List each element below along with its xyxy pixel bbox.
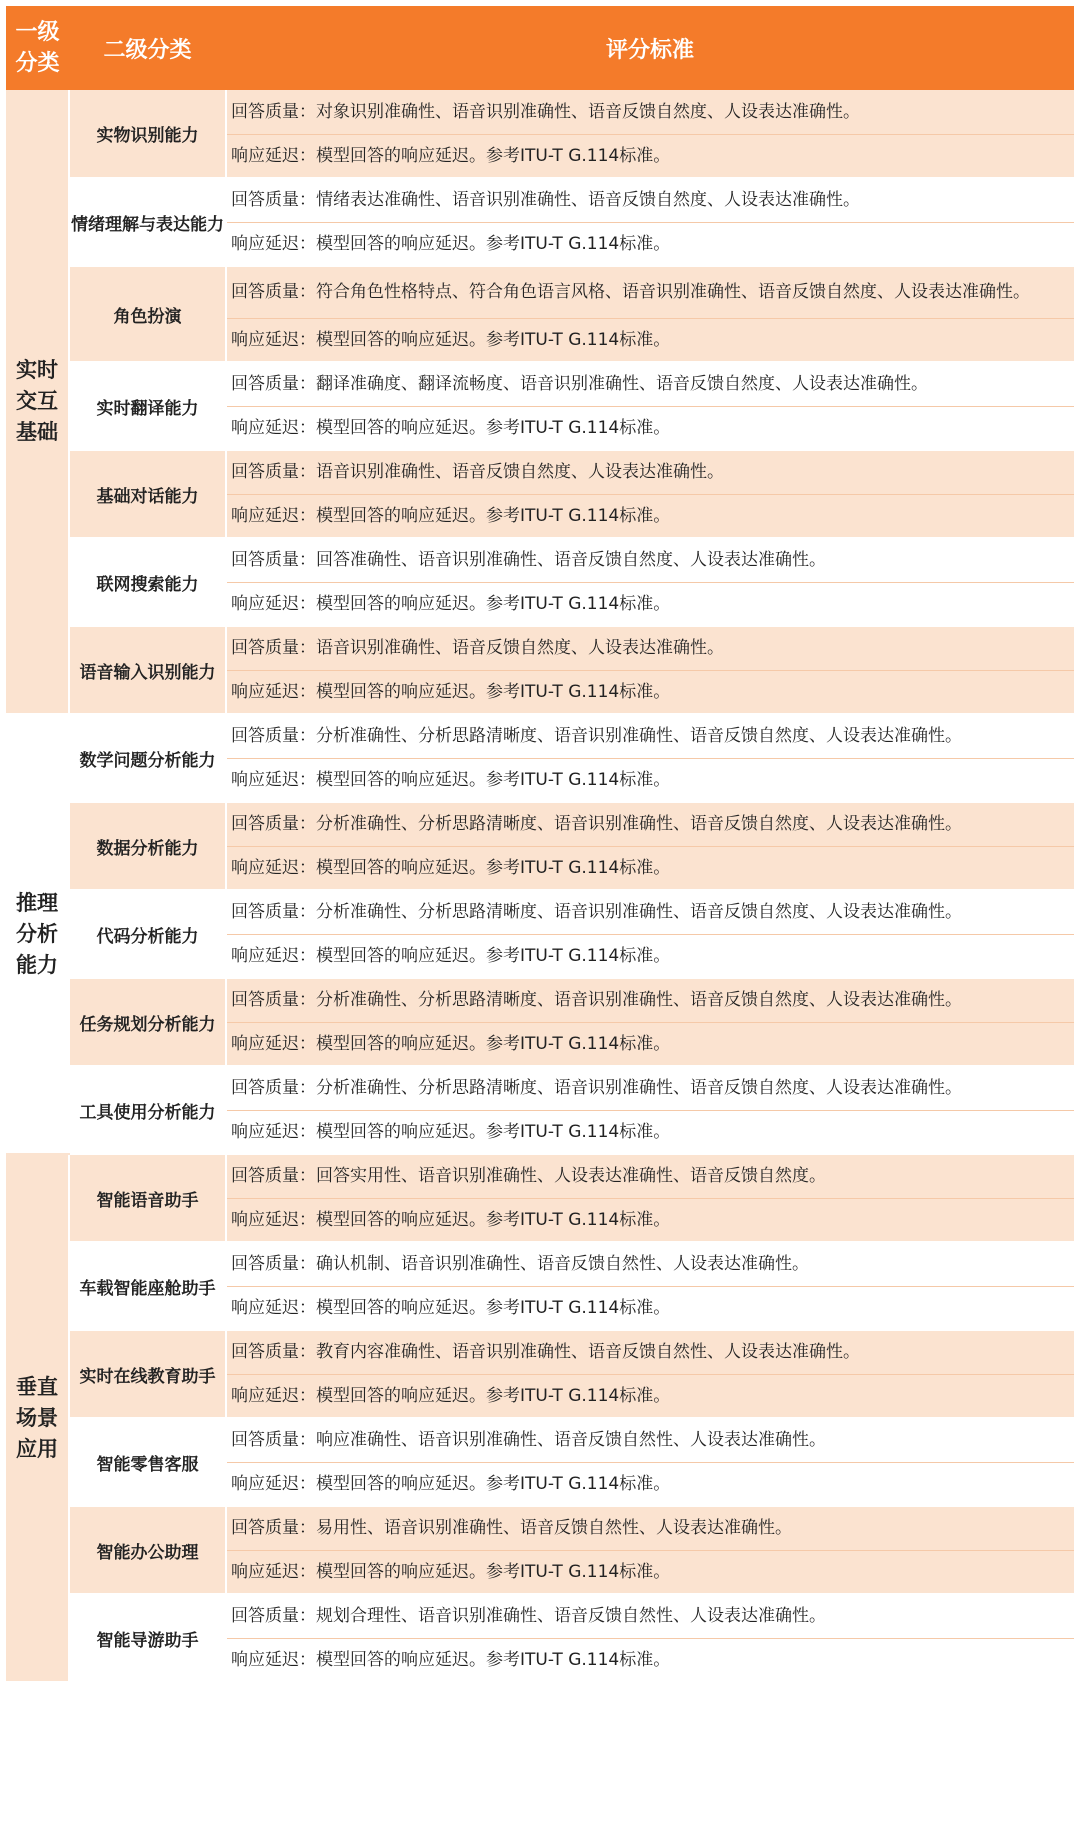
latency-criteria: 响应延迟：模型回答的响应延迟。参考ITU-T G.114标准。 (226, 1638, 1074, 1682)
header-level2: 二级分类 (69, 6, 226, 90)
quality-criteria: 回答质量：响应准确性、语音识别准确性、语音反馈自然性、人设表达准确性。 (226, 1418, 1074, 1462)
table-row (6, 802, 1074, 846)
quality-criteria: 回答质量：分析准确性、分析思路清晰度、语音识别准确性、语音反馈自然度、人设表达准确性。 (226, 802, 1074, 846)
table-row (6, 1154, 1074, 1198)
level2-label: 基础对话能力 (69, 450, 226, 538)
level2-label: 智能语音助手 (69, 1154, 226, 1242)
table-row (6, 978, 1074, 1022)
level2-label: 联网搜索能力 (69, 538, 226, 626)
latency-criteria: 响应延迟：模型回答的响应延迟。参考ITU-T G.114标准。 (226, 494, 1074, 538)
level1-label: 垂直场景应用 (16, 1374, 58, 1461)
latency-criteria: 响应延迟：模型回答的响应延迟。参考ITU-T G.114标准。 (226, 758, 1074, 802)
quality-criteria: 回答质量：确认机制、语音识别准确性、语音反馈自然性、人设表达准确性。 (226, 1242, 1074, 1286)
header-criteria: 评分标准 (226, 6, 1074, 90)
level2-label: 车载智能座舱助手 (69, 1242, 226, 1330)
quality-criteria: 回答质量：易用性、语音识别准确性、语音反馈自然性、人设表达准确性。 (226, 1506, 1074, 1550)
level2-label: 任务规划分析能力 (69, 978, 226, 1066)
latency-criteria: 响应延迟：模型回答的响应延迟。参考ITU-T G.114标准。 (226, 582, 1074, 626)
level2-label: 工具使用分析能力 (69, 1066, 226, 1154)
table-header (6, 6, 1074, 90)
level2-label: 语音输入识别能力 (69, 626, 226, 714)
table-row (6, 362, 1074, 406)
latency-criteria: 响应延迟：模型回答的响应延迟。参考ITU-T G.114标准。 (226, 934, 1074, 978)
quality-criteria: 回答质量：教育内容准确性、语音识别准确性、语音反馈自然性、人设表达准确性。 (226, 1330, 1074, 1374)
table-row (6, 178, 1074, 222)
table-row (6, 626, 1074, 670)
quality-criteria: 回答质量：回答准确性、语音识别准确性、语音反馈自然度、人设表达准确性。 (226, 538, 1074, 582)
level2-label: 角色扮演 (69, 266, 226, 362)
latency-criteria: 响应延迟：模型回答的响应延迟。参考ITU-T G.114标准。 (226, 1198, 1074, 1242)
table-row (6, 538, 1074, 582)
quality-criteria: 回答质量：回答实用性、语音识别准确性、人设表达准确性、语音反馈自然度。 (226, 1154, 1074, 1198)
latency-criteria: 响应延迟：模型回答的响应延迟。参考ITU-T G.114标准。 (226, 222, 1074, 266)
table-row (6, 1594, 1074, 1638)
latency-criteria: 响应延迟：模型回答的响应延迟。参考ITU-T G.114标准。 (226, 134, 1074, 178)
level2-label: 数据分析能力 (69, 802, 226, 890)
level2-label: 数学问题分析能力 (69, 714, 226, 802)
latency-criteria: 响应延迟：模型回答的响应延迟。参考ITU-T G.114标准。 (226, 1286, 1074, 1330)
level1-cell (6, 1154, 69, 1682)
quality-criteria: 回答质量：语音识别准确性、语音反馈自然度、人设表达准确性。 (226, 450, 1074, 494)
quality-criteria: 回答质量：对象识别准确性、语音识别准确性、语音反馈自然度、人设表达准确性。 (226, 90, 1074, 134)
quality-criteria: 回答质量：分析准确性、分析思路清晰度、语音识别准确性、语音反馈自然度、人设表达准确性。 (226, 978, 1074, 1022)
table-row (6, 890, 1074, 934)
latency-criteria: 响应延迟：模型回答的响应延迟。参考ITU-T G.114标准。 (226, 670, 1074, 714)
table-row (6, 1418, 1074, 1462)
quality-criteria: 回答质量：规划合理性、语音识别准确性、语音反馈自然性、人设表达准确性。 (226, 1594, 1074, 1638)
level1-label: 推理分析能力 (16, 890, 58, 977)
latency-criteria: 响应延迟：模型回答的响应延迟。参考ITU-T G.114标准。 (226, 846, 1074, 890)
latency-criteria: 响应延迟：模型回答的响应延迟。参考ITU-T G.114标准。 (226, 1110, 1074, 1154)
table-row (6, 1506, 1074, 1550)
level2-label: 代码分析能力 (69, 890, 226, 978)
level2-label: 实时翻译能力 (69, 362, 226, 450)
criteria-table-container (6, 6, 1074, 1683)
level2-label: 实物识别能力 (69, 90, 226, 178)
table-row (6, 1066, 1074, 1110)
level1-label: 实时交互基础 (16, 358, 58, 444)
latency-criteria: 响应延迟：模型回答的响应延迟。参考ITU-T G.114标准。 (226, 1022, 1074, 1066)
table-row (6, 1242, 1074, 1286)
level2-label: 智能导游助手 (69, 1594, 226, 1682)
level2-label: 实时在线教育助手 (69, 1330, 226, 1418)
latency-criteria: 响应延迟：模型回答的响应延迟。参考ITU-T G.114标准。 (226, 406, 1074, 450)
quality-criteria: 回答质量：情绪表达准确性、语音识别准确性、语音反馈自然度、人设表达准确性。 (226, 178, 1074, 222)
table-row (6, 90, 1074, 134)
quality-criteria: 回答质量：符合角色性格特点、符合角色语言风格、语音识别准确性、语音反馈自然度、人设表达准确性。 (226, 266, 1074, 318)
level1-cell (6, 90, 69, 714)
header-level1 (6, 6, 69, 90)
latency-criteria: 响应延迟：模型回答的响应延迟。参考ITU-T G.114标准。 (226, 1374, 1074, 1418)
table-row (6, 450, 1074, 494)
latency-criteria: 响应延迟：模型回答的响应延迟。参考ITU-T G.114标准。 (226, 318, 1074, 362)
header-level1-text: 一级分类 (15, 20, 60, 76)
quality-criteria: 回答质量：分析准确性、分析思路清晰度、语音识别准确性、语音反馈自然度、人设表达准确性。 (226, 714, 1074, 758)
table-row (6, 714, 1074, 758)
level2-label: 智能零售客服 (69, 1418, 226, 1506)
quality-criteria: 回答质量：翻译准确度、翻译流畅度、语音识别准确性、语音反馈自然度、人设表达准确性。 (226, 362, 1074, 406)
table-row (6, 266, 1074, 318)
table-body (6, 90, 1074, 1682)
quality-criteria: 回答质量：语音识别准确性、语音反馈自然度、人设表达准确性。 (226, 626, 1074, 670)
level2-label: 智能办公助理 (69, 1506, 226, 1594)
quality-criteria: 回答质量：分析准确性、分析思路清晰度、语音识别准确性、语音反馈自然度、人设表达准确性。 (226, 890, 1074, 934)
latency-criteria: 响应延迟：模型回答的响应延迟。参考ITU-T G.114标准。 (226, 1462, 1074, 1506)
level1-cell (6, 714, 69, 1154)
table-row (6, 1330, 1074, 1374)
quality-criteria: 回答质量：分析准确性、分析思路清晰度、语音识别准确性、语音反馈自然度、人设表达准确性。 (226, 1066, 1074, 1110)
criteria-table (6, 6, 1074, 1683)
latency-criteria: 响应延迟：模型回答的响应延迟。参考ITU-T G.114标准。 (226, 1550, 1074, 1594)
level2-label: 情绪理解与表达能力 (69, 178, 226, 266)
